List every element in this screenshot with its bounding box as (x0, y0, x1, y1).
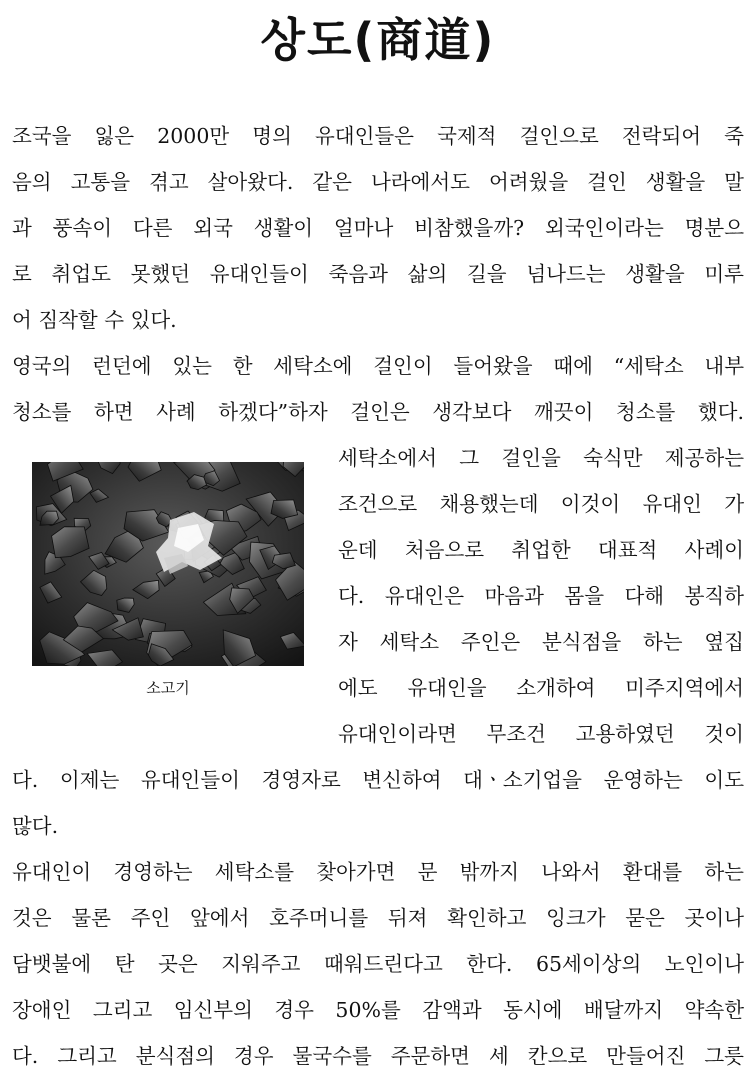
paragraph-line: 음의 고통을 겪고 살아왔다. 같은 나라에서도 어려웠을 걸인 생활을 말 (12, 170, 744, 194)
paragraph-line: 영국의 런던에 있는 한 세탁소에 걸인이 들어왔을 때에 “세탁소 내부 (12, 354, 744, 378)
paragraph-line: 장애인 그리고 임신부의 경우 50%를 감액과 동시에 배달까지 약속한 (12, 998, 744, 1022)
paragraph-line: 다. 유대인은 마음과 몸을 다해 봉직하 (338, 584, 744, 608)
paragraph-line: 다. 이제는 유대인들이 경영자로 변신하여 대ㆍ소기업을 운영하는 이도 (12, 768, 744, 792)
paragraph-line: 많다. (12, 814, 59, 838)
paragraph-line: 운데 처음으로 취업한 대표적 사례이 (338, 538, 744, 562)
paragraph-line: 세탁소에서 그 걸인을 숙식만 제공하는 (338, 446, 744, 470)
paragraph-line: 어 짐작할 수 있다. (12, 308, 177, 332)
paragraph-line: 조건으로 채용했는데 이것이 유대인 가 (338, 492, 744, 516)
paragraph-line: 과 풍속이 다른 외국 생활이 얼마나 비참했을까? 외국인이라는 명분으 (12, 216, 744, 240)
beef-photo (32, 462, 304, 666)
figure-caption: 소고기 (146, 679, 190, 697)
paragraph-line: 다. 그리고 분식점의 경우 물국수를 주문하면 세 칸으로 만들어진 그릇 (12, 1044, 744, 1068)
paragraph-line: 청소를 하면 사례 하겠다”하자 걸인은 생각보다 깨끗이 청소를 했다. (12, 400, 744, 424)
paragraph-line: 조국을 잃은 2000만 명의 유대인들은 국제적 걸인으로 전락되어 죽 (12, 124, 744, 148)
paragraph-line: 자 세탁소 주인은 분식점을 하는 옆집 (338, 630, 744, 654)
paragraph-line: 유대인이라면 무조건 고용하였던 것이 (338, 722, 744, 746)
paragraph-line: 유대인이 경영하는 세탁소를 찾아가면 문 밖까지 나와서 환대를 하는 (12, 860, 744, 884)
beef-photo-image (32, 462, 304, 666)
paragraph-line: 담뱃불에 탄 곳은 지워주고 때워드린다고 한다. 65세이상의 노인이나 (12, 952, 744, 976)
paragraph-line: 것은 물론 주인 앞에서 호주머니를 뒤져 확인하고 잉크가 묻은 곳이나 (12, 906, 744, 930)
paragraph-line: 로 취업도 못했던 유대인들이 죽음과 삶의 길을 넘나드는 생활을 미루 (12, 262, 744, 286)
paragraph-line: 에도 유대인을 소개하여 미주지역에서 (338, 676, 744, 700)
page-title: 상도(商道) (260, 13, 496, 67)
